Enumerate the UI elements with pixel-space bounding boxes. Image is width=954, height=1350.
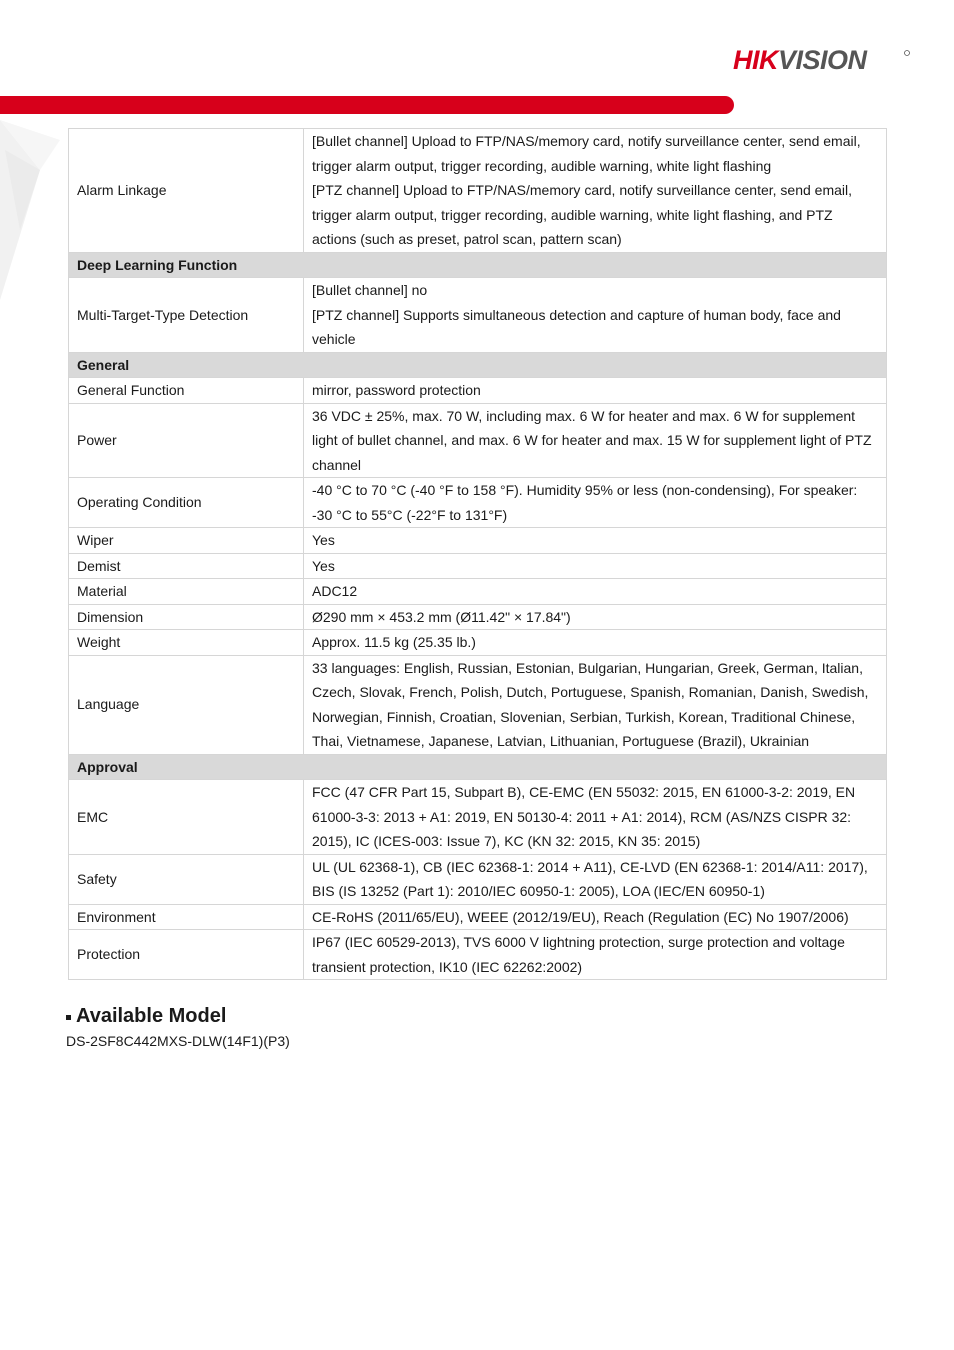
spec-label: General Function	[69, 378, 304, 404]
spec-value-line: -40 °C to 70 °C (-40 °F to 158 °F). Humidity 95% or less (non-condensing), For speaker: -30 °C to 55°C (-22°F to 131°F)	[312, 482, 858, 523]
spec-value-line: ADC12	[312, 583, 358, 599]
table-row	[69, 129, 887, 253]
table-row	[69, 553, 887, 579]
spec-value	[304, 854, 887, 904]
table-row	[69, 780, 887, 855]
spec-label: Demist	[69, 553, 304, 579]
table-row	[69, 630, 887, 656]
spec-label: EMC	[69, 780, 304, 855]
spec-value	[304, 780, 887, 855]
available-model-title: Available Model	[76, 1005, 227, 1027]
spec-value	[304, 904, 887, 930]
spec-value-line: 36 VDC ± 25%, max. 70 W, including max. 6 W for heater and max. 6 W for supplement light of bullet channel, and max. 6 W for heater and max. 15 W for supplement light of PTZ channel	[312, 407, 872, 473]
spec-value-line: Approx. 11.5 kg (25.35 lb.)	[312, 634, 476, 650]
table-row	[69, 278, 887, 353]
spec-value	[304, 528, 887, 554]
spec-value-line: [Bullet channel] no	[312, 282, 428, 298]
spec-value-line: CE-RoHS (2011/65/EU), WEEE (2012/19/EU), Reach (Regulation (EC) No 1907/2006)	[312, 908, 849, 925]
model-number: DS-2SF8C442MXS-DLW(14F1)(P3)	[66, 1033, 290, 1049]
spec-value	[304, 278, 887, 353]
header-red-bar	[0, 96, 734, 114]
spec-value-line: Yes	[312, 557, 335, 574]
bullet-icon	[66, 1015, 71, 1020]
spec-label: Language	[69, 655, 304, 754]
spec-value-line: [PTZ channel] Supports simultaneous detection and capture of human body, face and vehicle	[312, 306, 841, 347]
table-row	[69, 528, 887, 554]
spec-value	[304, 655, 887, 754]
table-row	[69, 478, 887, 528]
spec-value	[304, 129, 887, 253]
spec-table	[68, 128, 887, 980]
hikvision-logo-graphic	[733, 44, 913, 76]
section-header: Deep Learning Function	[69, 252, 887, 278]
section-header-row	[69, 252, 887, 278]
decorative-shard-graphic	[0, 110, 70, 310]
table-row	[69, 655, 887, 754]
spec-value-line: Ø290 mm × 453.2 mm (Ø11.42" × 17.84")	[312, 608, 571, 625]
available-model-heading	[66, 1003, 290, 1029]
spec-value-line: [PTZ channel] Upload to FTP/NAS/memory card, notify surveillance center, send email, trigger alarm output, trigger recording, audible warning, white light flashing, and PTZ actions (such as preset, patrol scan, pattern scan)	[312, 182, 853, 247]
spec-label: Environment	[69, 904, 304, 930]
table-row	[69, 904, 887, 930]
spec-label: Wiper	[69, 528, 304, 554]
spec-value	[304, 403, 887, 478]
spec-label: Protection	[69, 930, 304, 980]
spec-value-line: mirror, password protection	[312, 382, 481, 398]
section-header: Approval	[69, 754, 887, 780]
table-row	[69, 854, 887, 904]
table-row	[69, 403, 887, 478]
spec-label: Alarm Linkage	[69, 129, 304, 253]
spec-value-line: [Bullet channel] Upload to FTP/NAS/memory card, notify surveillance center, send email, trigger alarm output, trigger recording, audible warning, white light flashing	[312, 133, 861, 174]
section-header-row	[69, 352, 887, 378]
spec-value-line: FCC (47 CFR Part 15, Subpart B), CE-EMC (EN 55032: 2015, EN 61000-3-2: 2019, EN 61000-3-3: 2013 + A1: 2019, EN 50130-4: 2011 + A1: 2014), RCM (AS/NZS CISPR 32: 2015), IC (ICES-003: Issue 7), KC (KN 32: 2015, KN 35: 2015)	[312, 784, 856, 849]
spec-label: Power	[69, 403, 304, 478]
spec-label: Dimension	[69, 604, 304, 630]
spec-value-line: 33 languages: English, Russian, Estonian, Bulgarian, Hungarian, Greek, German, Italian, Czech, Slovak, French, Polish, Dutch, Portuguese, Spanish, Romanian, Danish, Swedish, Norwegian, Finnish, Croatian, Slovenian, Serbian, Turkish, Korean, Traditional Chinese, Thai, Vietnamese, Japanese, Latvian, Lithuanian, Portuguese (Brazil), Ukrainian	[312, 659, 869, 749]
spec-value-line: IP67 (IEC 60529-2013), TVS 6000 V lightning protection, surge protection and voltage transient protection, IK10 (IEC 62262:2002)	[312, 934, 845, 975]
available-model-section	[66, 1003, 290, 1051]
spec-label: Material	[69, 579, 304, 605]
spec-label: Multi-Target-Type Detection	[69, 278, 304, 353]
section-header-row	[69, 754, 887, 780]
spec-value	[304, 604, 887, 630]
spec-label: Safety	[69, 854, 304, 904]
spec-value-line: UL (UL 62368-1), CB (IEC 62368-1: 2014 + A11), CE-LVD (EN 62368-1: 2014/A11: 2017), BIS (IS 13252 (Part 1): 2010/IEC 60950-1: 2005), LOA (IEC/EN 60950-1)	[312, 858, 868, 899]
spec-value	[304, 930, 887, 980]
spec-value	[304, 630, 887, 656]
table-row	[69, 378, 887, 404]
section-header: General	[69, 352, 887, 378]
table-row	[69, 604, 887, 630]
spec-label: Operating Condition	[69, 478, 304, 528]
spec-value	[304, 478, 887, 528]
spec-label: Weight	[69, 630, 304, 656]
spec-value	[304, 553, 887, 579]
table-row	[69, 579, 887, 605]
hikvision-logo	[733, 44, 913, 76]
spec-value	[304, 579, 887, 605]
spec-value	[304, 378, 887, 404]
table-row	[69, 930, 887, 980]
svg-text:HIKVISION: HIKVISION	[733, 45, 867, 75]
spec-value-line: Yes	[312, 532, 335, 548]
